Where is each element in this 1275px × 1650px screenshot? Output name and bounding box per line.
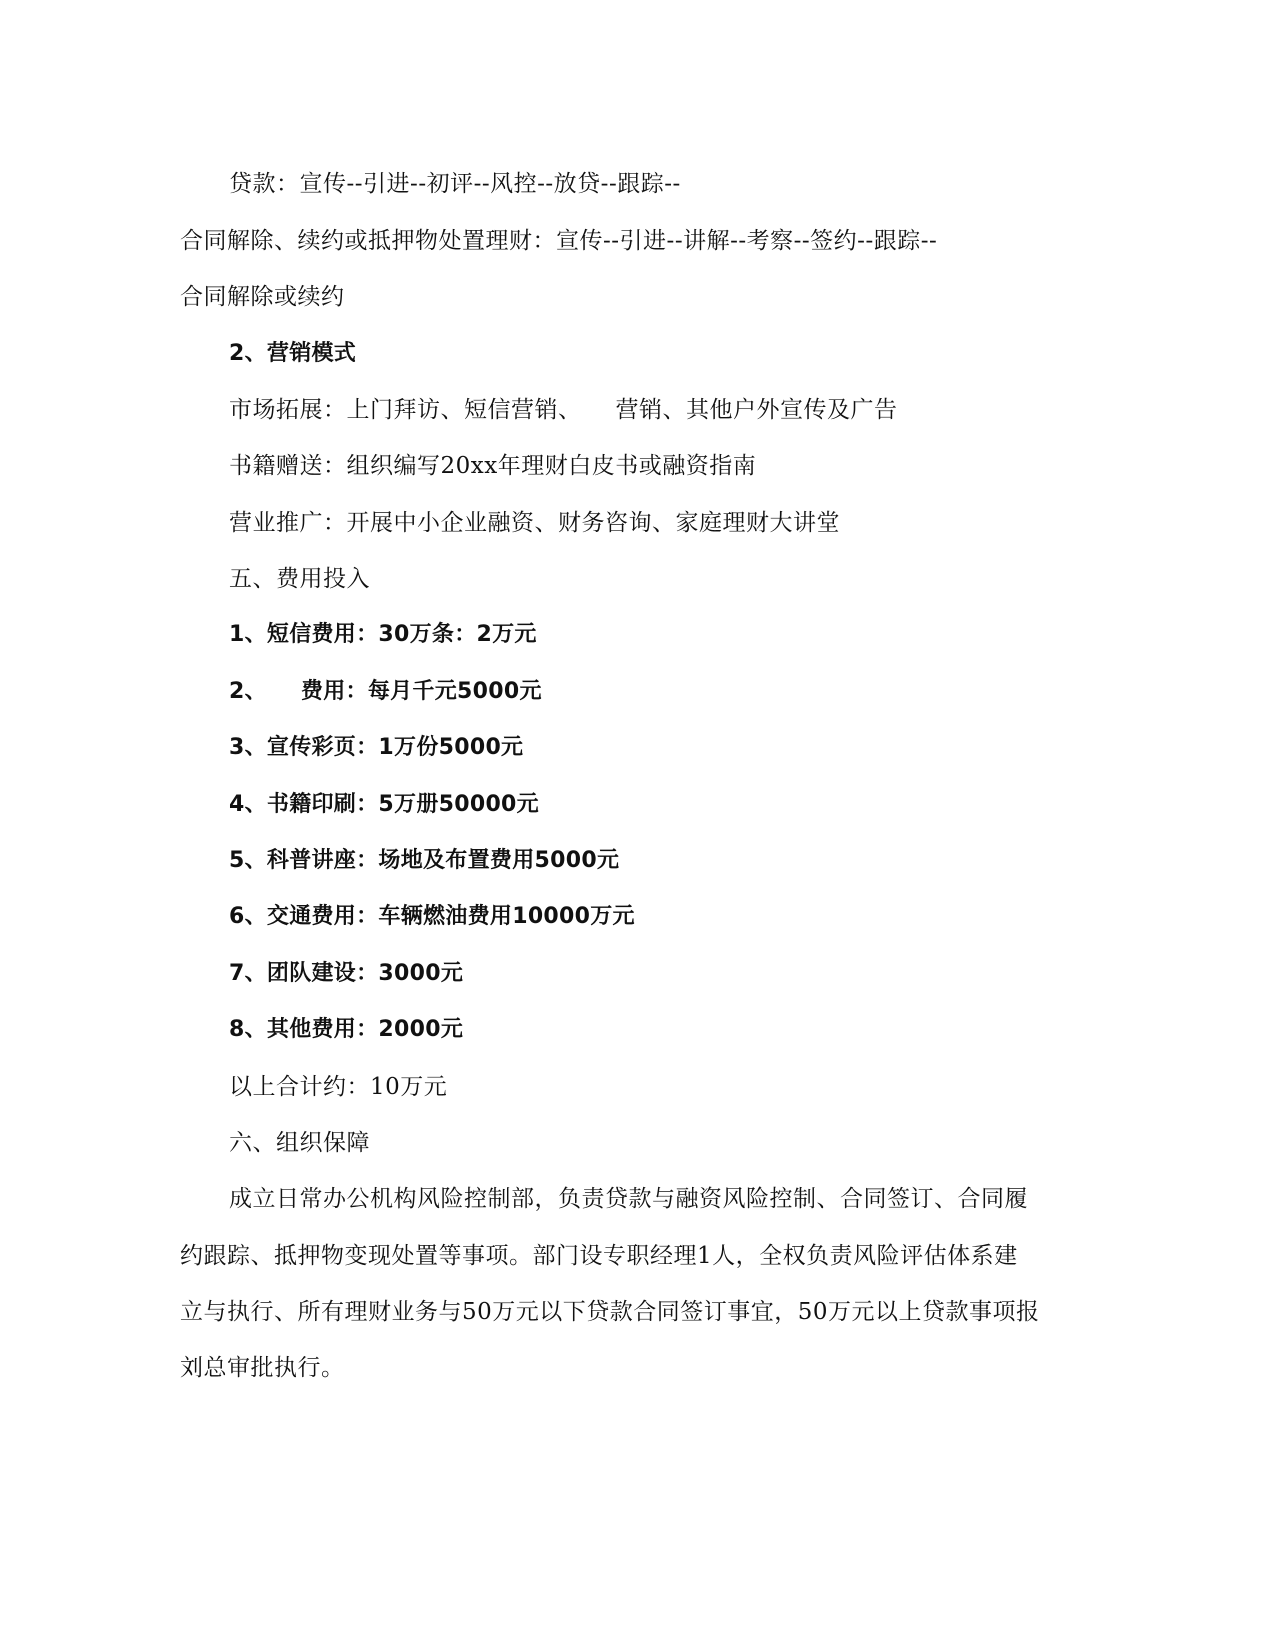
section-heading-costs: 五、费用投入 bbox=[229, 566, 370, 592]
cost-item-sms: 1、短信费用：30万条：2万元 bbox=[229, 622, 537, 647]
business-promotion-line: 营业推广：开展中小企业融资、财务咨询、家庭理财大讲堂 bbox=[229, 510, 840, 536]
finance-process-line: 合同解除、续约或抵押物处置理财：宣传--引进--讲解--考察--签约--跟踪-- bbox=[180, 228, 938, 254]
loan-process-line: 贷款：宣传--引进--初评--风控--放贷--跟踪-- bbox=[229, 171, 681, 197]
market-expansion-text-a: 市场拓展：上门拜访、短信营销、 bbox=[229, 397, 582, 423]
market-expansion-text-b: 营销、其他户外宣传及广告 bbox=[615, 397, 898, 423]
organization-paragraph-line-2: 约跟踪、抵押物变现处置等事项。部门设专职经理1人，全权负责风险评估体系建 bbox=[180, 1243, 1018, 1269]
cost-item-2 bbox=[229, 677, 542, 707]
cost-item-transport: 6、交通费用：车辆燃油费用10000万元 bbox=[229, 904, 635, 929]
cost-item-2-number: 2、 bbox=[229, 679, 267, 704]
section-heading-organization: 六、组织保障 bbox=[229, 1130, 370, 1156]
cost-item-flyers: 3、宣传彩页：1万份5000元 bbox=[229, 735, 524, 760]
organization-paragraph-line-1: 成立日常办公机构风险控制部，负责贷款与融资风险控制、合同签订、合同履 bbox=[229, 1186, 1028, 1212]
cost-item-lectures: 5、科普讲座：场地及布置费用5000元 bbox=[229, 848, 620, 873]
market-expansion-line bbox=[229, 395, 898, 425]
cost-item-2-text: 费用：每月千元5000元 bbox=[300, 679, 542, 704]
cost-item-book-printing: 4、书籍印刷：5万册50000元 bbox=[229, 792, 539, 817]
cost-total: 以上合计约：10万元 bbox=[229, 1074, 448, 1100]
cost-item-other: 8、其他费用：2000元 bbox=[229, 1017, 464, 1042]
organization-paragraph-line-4: 刘总审批执行。 bbox=[180, 1355, 345, 1381]
section-heading-marketing-mode: 2、营销模式 bbox=[229, 341, 357, 366]
organization-paragraph-line-3: 立与执行、所有理财业务与50万元以下贷款合同签订事宜，50万元以上贷款事项报 bbox=[180, 1299, 1040, 1325]
finance-process-continuation: 合同解除或续约 bbox=[180, 284, 345, 310]
cost-item-team-building: 7、团队建设：3000元 bbox=[229, 961, 464, 986]
book-gift-line: 书籍赠送：组织编写20xx年理财白皮书或融资指南 bbox=[229, 453, 757, 479]
